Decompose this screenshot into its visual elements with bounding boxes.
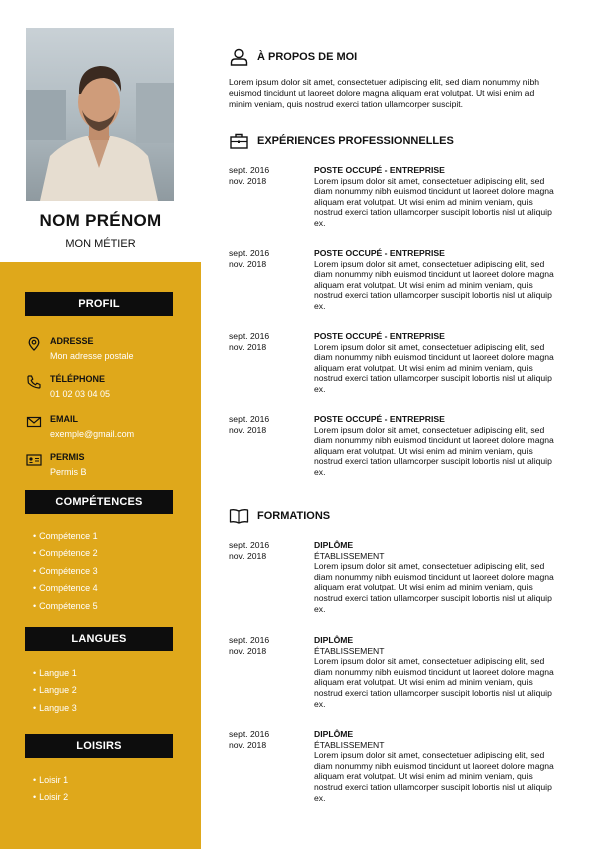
id-card-icon (26, 452, 42, 468)
contact-label: TÉLÉPHONE (50, 374, 106, 384)
contact-value: Mon adresse postale (50, 351, 134, 361)
skill-item: • Compétence 1 (33, 530, 98, 547)
briefcase-icon (229, 131, 249, 151)
skill-item: • Compétence 2 (33, 547, 98, 564)
experience-position: POSTE OCCUPÉ - ENTREPRISE (314, 248, 445, 258)
education-school: ÉTABLISSEMENT (314, 645, 385, 656)
experience-dates (229, 248, 309, 270)
language-item: • Langue 3 (33, 702, 77, 719)
hobby-item: • Loisir 1 (33, 774, 68, 791)
experience-description: Lorem ipsum dolor sit amet, consectetuer adipiscing elit, sed diam nonummy nibh euismod tincidunt ut laoreet dolore magna aliquam erat volutpat. Ut wisi enim ad minim veniam, quis nostrud exerci tation ullamcorper suscipit lobortis nisl ut aliquip ex. (314, 341, 554, 394)
hobbies-list (33, 774, 68, 809)
profil-section-header: PROFIL (25, 292, 173, 316)
date-start: sept. 2016 (229, 165, 270, 175)
education-diploma: DIPLÔME (314, 540, 354, 550)
date-end: nov. 2018 (229, 740, 267, 750)
experience-description: Lorem ipsum dolor sit amet, consectetuer adipiscing elit, sed diam nonummy nibh euismod tincidunt ut laoreet dolore magna aliquam erat volutpat. Ut wisi enim ad minim veniam, quis nostrud exerci tation ullamcorper suscipit lobortis nisl ut aliquip ex. (314, 424, 554, 477)
education-dates (229, 540, 309, 562)
contact-label: ADRESSE (50, 336, 94, 346)
phone-icon (26, 374, 42, 390)
contact-value: exemple@gmail.com (50, 429, 135, 439)
experience-position: POSTE OCCUPÉ - ENTREPRISE (314, 414, 445, 424)
hobbies-section-header: LOISIRS (25, 734, 173, 758)
full-name: NOM PRÉNOM (39, 211, 162, 230)
skill-item: • Compétence 3 (33, 565, 98, 582)
language-item: • Langue 2 (33, 684, 77, 701)
education-school: ÉTABLISSEMENT (314, 739, 385, 750)
education-title: FORMATIONS (257, 510, 331, 522)
sidebar (0, 0, 201, 849)
experience-description: Lorem ipsum dolor sit amet, consectetuer adipiscing elit, sed diam nonummy nibh euismod tincidunt ut laoreet dolore magna aliquam erat volutpat. Ut wisi enim ad minim veniam, quis nostrud exerci tation ullamcorper suscipit lobortis nisl ut aliquip ex. (314, 175, 554, 228)
education-body (314, 635, 562, 709)
date-start: sept. 2016 (229, 729, 270, 739)
education-school: ÉTABLISSEMENT (314, 550, 385, 561)
education-body (314, 540, 562, 614)
date-end: nov. 2018 (229, 425, 267, 435)
date-start: sept. 2016 (229, 331, 270, 341)
hobby-item: • Loisir 2 (33, 791, 68, 808)
contact-label: PERMIS (50, 452, 85, 462)
profile-photo (26, 28, 174, 201)
skill-item: • Compétence 5 (33, 600, 98, 617)
about-title: À PROPOS DE MOI (257, 51, 358, 63)
education-description: Lorem ipsum dolor sit amet, consectetuer adipiscing elit, sed diam nonummy nibh euismod tincidunt ut laoreet dolore magna aliquam erat volutpat. Ut wisi enim ad minim veniam, quis nostrud exerci tation ullamcorper suscipit lobortis nisl ut aliquip ex. (314, 656, 554, 709)
date-start: sept. 2016 (229, 540, 270, 550)
date-end: nov. 2018 (229, 551, 267, 561)
date-end: nov. 2018 (229, 259, 267, 269)
education-dates (229, 729, 309, 751)
language-item: • Langue 1 (33, 667, 77, 684)
experience-title: EXPÉRIENCES PROFESSIONNELLES (257, 135, 454, 147)
education-diploma: DIPLÔME (314, 729, 354, 739)
experience-body (314, 331, 562, 395)
experience-dates (229, 331, 309, 353)
experience-dates (229, 165, 309, 187)
skills-list (33, 530, 98, 617)
experience-description: Lorem ipsum dolor sit amet, consectetuer adipiscing elit, sed diam nonummy nibh euismod tincidunt ut laoreet dolore magna aliquam erat volutpat. Ut wisi enim ad minim veniam, quis nostrud exerci tation ullamcorper suscipit lobortis nisl ut aliquip ex. (314, 258, 554, 311)
date-start: sept. 2016 (229, 414, 270, 424)
skills-section-header: COMPÉTENCES (25, 490, 173, 514)
date-end: nov. 2018 (229, 646, 267, 656)
skill-item: • Compétence 4 (33, 582, 98, 599)
open-book-icon (229, 506, 249, 526)
education-diploma: DIPLÔME (314, 635, 354, 645)
contact-value: Permis B (50, 467, 87, 477)
languages-list (33, 667, 77, 719)
languages-section-header: LANGUES (25, 627, 173, 651)
contact-label: EMAIL (50, 414, 78, 424)
experience-body (314, 414, 562, 478)
experience-dates (229, 414, 309, 436)
contact-value: 01 02 03 04 05 (50, 389, 111, 399)
about-text: Lorem ipsum dolor sit amet, consectetuer adipiscing elit, sed diam nonummy nibh euismod tincidunt ut laoreet dolore magna aliquam erat volutpat. Ut wisi enim ad minim veniam, quis nostrud exerci tation ullamcorper suscipit. (229, 77, 540, 109)
location-pin-icon (26, 336, 42, 352)
experience-body (314, 165, 562, 229)
date-end: nov. 2018 (229, 176, 267, 186)
job-title: MON MÉTIER (65, 238, 136, 250)
education-dates (229, 635, 309, 657)
experience-body (314, 248, 562, 312)
date-end: nov. 2018 (229, 342, 267, 352)
envelope-icon (26, 414, 42, 430)
education-description: Lorem ipsum dolor sit amet, consectetuer adipiscing elit, sed diam nonummy nibh euismod tincidunt ut laoreet dolore magna aliquam erat volutpat. Ut wisi enim ad minim veniam, quis nostrud exerci tation ullamcorper suscipit lobortis nisl ut aliquip ex. (314, 561, 554, 614)
date-start: sept. 2016 (229, 248, 270, 258)
experience-position: POSTE OCCUPÉ - ENTREPRISE (314, 165, 445, 175)
experience-position: POSTE OCCUPÉ - ENTREPRISE (314, 331, 445, 341)
date-start: sept. 2016 (229, 635, 270, 645)
education-description: Lorem ipsum dolor sit amet, consectetuer adipiscing elit, sed diam nonummy nibh euismod tincidunt ut laoreet dolore magna aliquam erat volutpat. Ut wisi enim ad minim veniam, quis nostrud exerci tation ullamcorper suscipit lobortis nisl ut aliquip ex. (314, 750, 554, 803)
user-icon (229, 47, 249, 67)
education-body (314, 729, 562, 803)
